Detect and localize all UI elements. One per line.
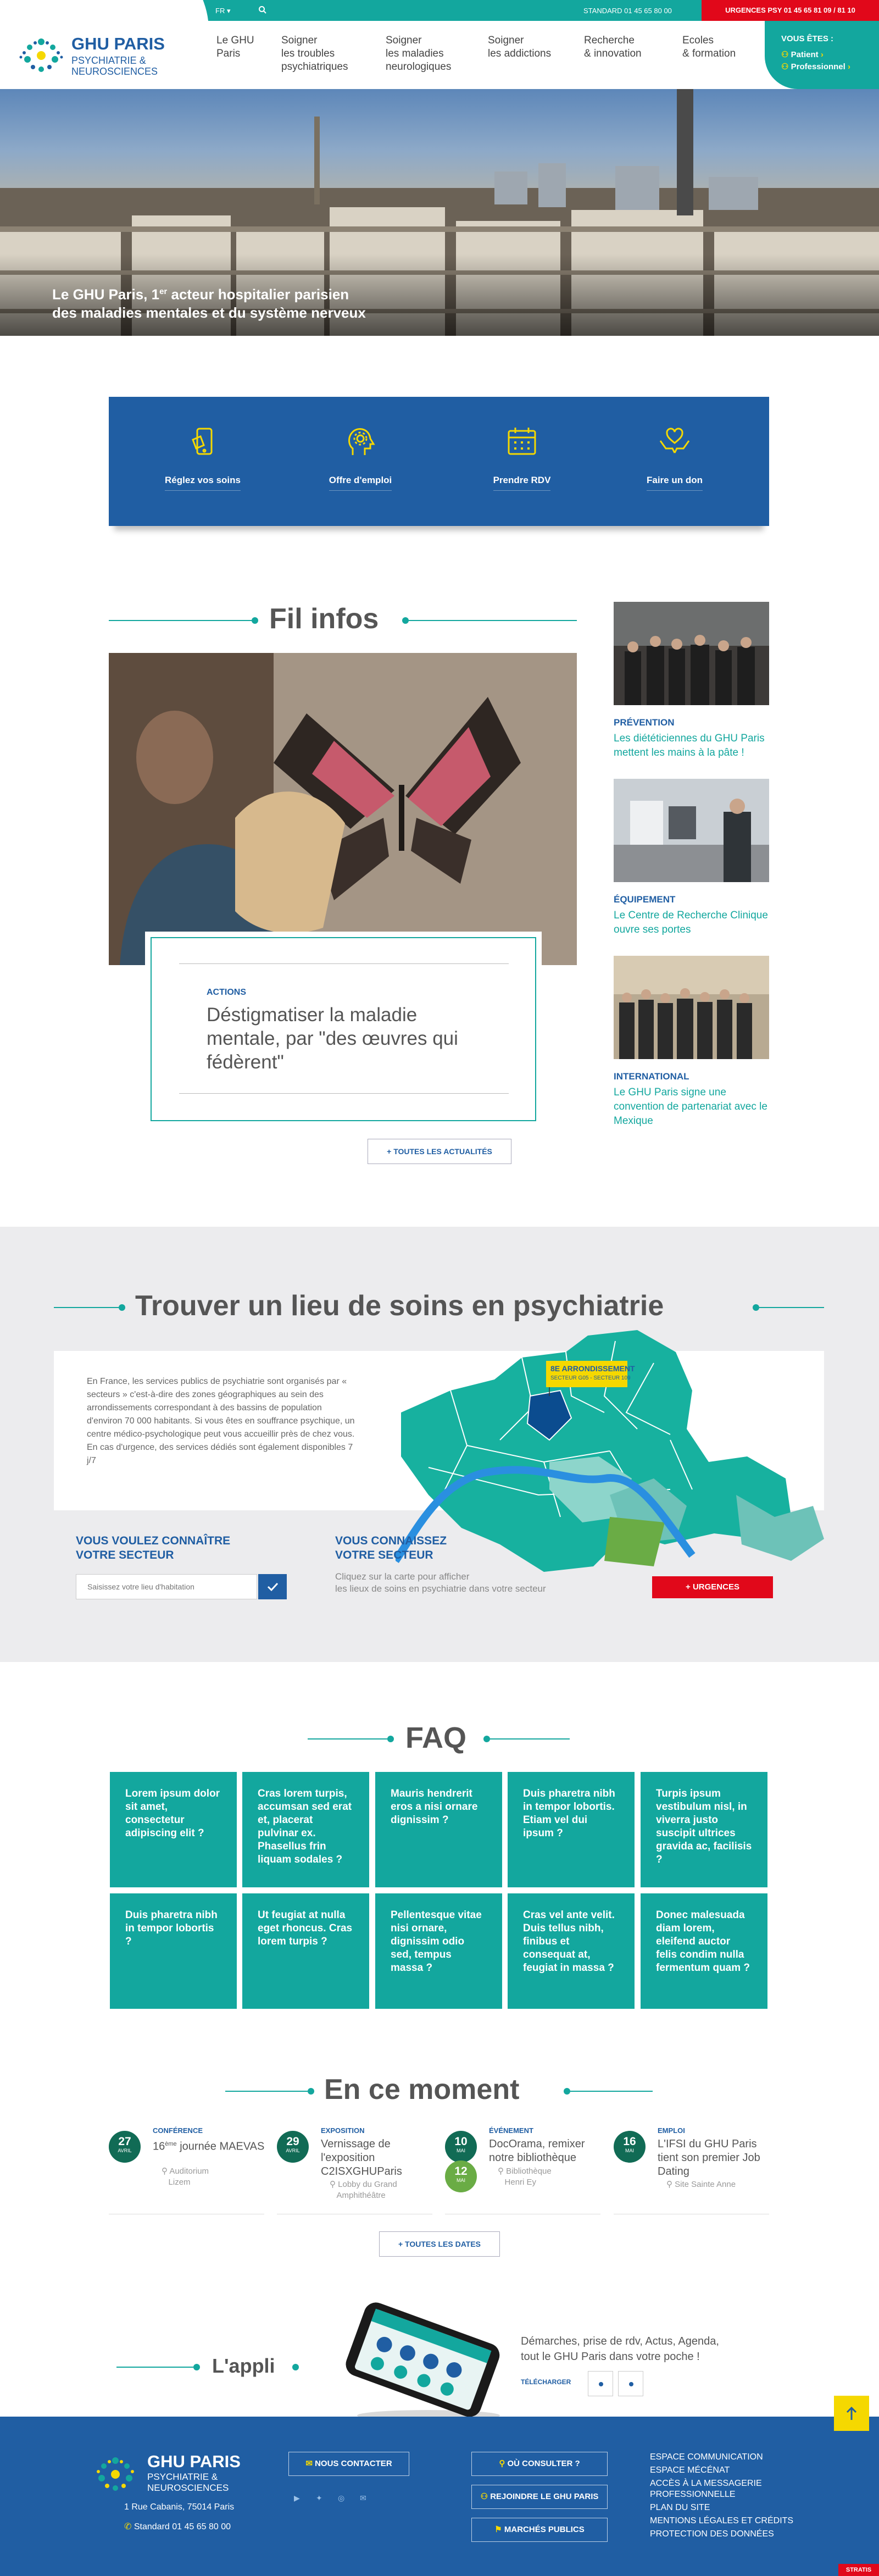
title-line bbox=[570, 2091, 653, 2092]
side-news-category: INTERNATIONAL bbox=[614, 1071, 689, 1082]
event-category: EXPOSITION bbox=[321, 2126, 365, 2135]
nav-item-psychiatric[interactable]: Soigner les troubles psychiatriques bbox=[281, 35, 348, 73]
emergency-button[interactable]: + URGENCES bbox=[652, 1576, 773, 1598]
all-dates-button[interactable]: + TOUTES LES DATES bbox=[379, 2231, 500, 2257]
map-tooltip: 8E ARRONDISSEMENT SECTEUR G05 - SECTEUR 109 bbox=[546, 1361, 627, 1387]
language-selector[interactable]: FR ▾ bbox=[215, 7, 231, 15]
join-ghu-button[interactable]: ⚇ REJOINDRE LE GHU PARIS bbox=[471, 2485, 608, 2509]
visitor-professional-link[interactable]: ⚇ Professionnel › bbox=[781, 62, 850, 71]
where-consult-button[interactable]: ⚲ OÙ CONSULTER ? bbox=[471, 2452, 608, 2476]
main-news-card[interactable] bbox=[151, 937, 536, 1121]
pin-icon: ⚲ bbox=[499, 2459, 508, 2468]
title-line bbox=[308, 1738, 387, 1740]
handshake-icon: ⚑ bbox=[494, 2525, 504, 2534]
footer-logo-subtitle: PSYCHIATRIE & NEUROSCIENCES bbox=[147, 2472, 229, 2493]
butterfly-artwork-image bbox=[109, 653, 577, 965]
google-play-icon bbox=[619, 2372, 644, 2397]
logo-mark-icon bbox=[16, 35, 66, 76]
footer-address: 1 Rue Cabanis, 75014 Paris bbox=[124, 2502, 235, 2512]
known-sector-label: VOUS CONNAISSEZ VOTRE SECTEUR bbox=[335, 1534, 447, 1561]
title-dot bbox=[119, 1304, 125, 1311]
event-date-badge: 27 AVRIL bbox=[109, 2131, 141, 2163]
event-date-badge: 10 MAI bbox=[445, 2131, 477, 2163]
event-location: ⚲ Auditorium Lizem bbox=[162, 2167, 209, 2187]
title-line bbox=[225, 2091, 308, 2092]
nav-item-neurological[interactable]: Soigner les maladies neurologiques bbox=[386, 35, 452, 73]
care-locator-title: Trouver un lieu de soins en psychiatrie bbox=[135, 1290, 664, 1322]
title-line bbox=[54, 1307, 119, 1308]
contact-button[interactable]: ✉ NOUS CONTACTER bbox=[288, 2452, 409, 2476]
title-line bbox=[116, 2367, 193, 2368]
google-play-button[interactable] bbox=[618, 2371, 643, 2396]
title-line bbox=[409, 620, 577, 621]
side-news-text: Les diététiciennes du GHU Paris mettent les mains à la pâte ! bbox=[614, 733, 765, 758]
arrow-up-icon bbox=[834, 2396, 869, 2431]
visitor-patient-link[interactable]: ⚇ Patient › bbox=[781, 50, 824, 59]
visitor-profile-panel bbox=[765, 21, 879, 89]
search-icon[interactable] bbox=[258, 5, 267, 14]
app-download-label: TÉLÉCHARGER bbox=[521, 2378, 571, 2386]
title-dot bbox=[753, 1304, 759, 1311]
faq-item[interactable]: Lorem ipsum dolor sit amet, consectetur adipiscing elit ? bbox=[110, 1772, 237, 1887]
top-bar bbox=[199, 0, 879, 21]
checkmark-icon bbox=[258, 1574, 287, 1599]
pin-icon: ⚲ bbox=[162, 2167, 170, 2176]
footer-link[interactable]: ESPACE MÉCÉNAT bbox=[650, 2466, 730, 2475]
visitor-title: VOUS ÊTES : bbox=[781, 34, 834, 43]
instagram-icon[interactable]: ◎ bbox=[338, 2494, 345, 2502]
event-category: ÉVÉNEMENT bbox=[489, 2126, 533, 2135]
group-photo-image bbox=[614, 602, 769, 705]
event-category: CONFÉRENCE bbox=[153, 2126, 203, 2135]
title-dot bbox=[308, 2088, 314, 2095]
event-date-badge: 29 AVRIL bbox=[277, 2131, 309, 2163]
nav-item-addictions[interactable]: Soigner les addictions bbox=[488, 35, 552, 59]
hero-banner bbox=[0, 89, 879, 336]
faq-item[interactable]: Duis pharetra nibh in tempor lobortis ? bbox=[110, 1893, 237, 2009]
phone-icon: ✆ bbox=[124, 2522, 134, 2531]
head-gears-icon bbox=[343, 424, 378, 459]
side-news-category: PRÉVENTION bbox=[614, 717, 675, 728]
title-dot bbox=[387, 1736, 394, 1742]
newsletter-icon[interactable]: ✉ bbox=[360, 2494, 366, 2502]
hands-heart-icon bbox=[657, 424, 692, 459]
event-item[interactable] bbox=[445, 2126, 600, 2214]
main-news-title: Déstigmatiser la maladie mentale, par "des œuvres qui fédèrent" bbox=[207, 1004, 458, 1073]
find-sector-label: VOUS VOULEZ CONNAÎTRE VOTRE SECTEUR bbox=[76, 1534, 231, 1561]
title-dot bbox=[292, 2364, 299, 2370]
public-markets-button[interactable]: ⚑ MARCHÉS PUBLICS bbox=[471, 2518, 608, 2542]
sector-search-submit[interactable] bbox=[258, 1574, 287, 1599]
faq-title: FAQ bbox=[405, 1721, 467, 1754]
side-news-text: Le Centre de Recherche Clinique ouvre ses portes bbox=[614, 910, 768, 935]
event-title: DocOrama, remixer notre bibliothèque bbox=[489, 2138, 585, 2164]
pin-icon: ⚲ bbox=[330, 2180, 338, 2189]
faq-item[interactable]: Duis pharetra nibh in tempor lobortis. Etiam vel dui ipsum ? bbox=[508, 1772, 635, 1887]
title-line bbox=[759, 1307, 824, 1308]
footer-link[interactable]: PROTECTION DES DONNÉES bbox=[650, 2529, 774, 2539]
agency-credit[interactable]: STRATIS bbox=[838, 2564, 879, 2576]
faq-item[interactable]: Pellentesque vitae nisi ornare, dignissim odio sed, tempus massa ? bbox=[375, 1893, 502, 2009]
nav-item-research[interactable]: Recherche & innovation bbox=[584, 35, 642, 59]
side-news-category: ÉQUIPEMENT bbox=[614, 894, 676, 905]
nav-item-schools[interactable]: Ecoles & formation bbox=[682, 35, 736, 59]
all-news-button[interactable]: + TOUTES LES ACTUALITÉS bbox=[368, 1139, 511, 1164]
side-news-item[interactable] bbox=[614, 602, 769, 760]
event-title: L'IFSI du GHU Paris tient son premier Job Dating bbox=[658, 2138, 760, 2178]
main-news-image[interactable] bbox=[109, 653, 577, 965]
side-news-item[interactable] bbox=[614, 956, 769, 1128]
site-footer bbox=[0, 2417, 879, 2576]
nav-item-ghu-paris[interactable]: Le GHU Paris bbox=[216, 35, 254, 59]
title-line bbox=[490, 1738, 570, 1740]
event-date-badge: 16 MAI bbox=[614, 2131, 646, 2163]
faq-item[interactable]: Donec malesuada diam lorem, eleifend auctor felis condim nulla fermentum quam ? bbox=[641, 1893, 767, 2009]
moment-title: En ce moment bbox=[324, 2074, 520, 2106]
hero-caption: Le GHU Paris, 1er acteur hospitalier parisien des maladies mentales et du système nerveux bbox=[52, 286, 366, 321]
app-store-button[interactable] bbox=[588, 2371, 613, 2396]
footer-link[interactable]: ACCÈS À LA MESSAGERIE PROFESSIONNELLE bbox=[650, 2479, 762, 2499]
social-links bbox=[294, 2494, 387, 2505]
event-item[interactable] bbox=[109, 2126, 264, 2214]
title-dot bbox=[564, 2088, 570, 2095]
phone-card-icon bbox=[185, 424, 220, 459]
event-item[interactable] bbox=[277, 2126, 432, 2214]
title-dot bbox=[483, 1736, 490, 1742]
event-title: Vernissage de l'exposition C2ISXGHUParis bbox=[321, 2138, 402, 2178]
youtube-icon[interactable]: ▶ bbox=[294, 2494, 300, 2502]
footer-phone[interactable]: ✆ Standard 01 45 65 80 00 bbox=[124, 2522, 231, 2531]
people-icon: ⚇ bbox=[480, 2492, 491, 2501]
sector-search-input[interactable] bbox=[76, 1574, 257, 1599]
event-end-date-badge: 12 MAI bbox=[445, 2160, 477, 2192]
care-info-paragraph: En France, les services publics de psychiatrie sont organisés par « secteurs » c'est-à-dire des zones géographiques au sein des arrondissements correspondant à des bassins de population d'environ 70 000 habitants. Si vous êtes en souffrance psychique, un centre médico-psychologique peut vous accueillir près de chez vous. En cas d'urgence, des services dédiés sont également disponibles 7 j/7 bbox=[87, 1377, 355, 1465]
mail-icon: ✉ bbox=[305, 2459, 315, 2468]
quick-job-offer[interactable]: Offre d'emploi bbox=[305, 424, 415, 491]
app-title: L'appli bbox=[212, 2355, 275, 2377]
side-news-item[interactable] bbox=[614, 779, 769, 937]
back-to-top-button[interactable] bbox=[834, 2396, 869, 2431]
calendar-icon bbox=[504, 424, 539, 459]
logo-title: GHU PARIS bbox=[71, 34, 165, 53]
quick-donate[interactable]: Faire un don bbox=[620, 424, 730, 491]
footer-link[interactable]: PLAN DU SITE bbox=[650, 2503, 710, 2512]
quick-pay-care[interactable]: Réglez vos soins bbox=[148, 424, 258, 491]
faq-item[interactable]: Turpis ipsum vestibulum nisl, in viverra justo suscipit ultrices gravida ac, facilisis ? bbox=[641, 1772, 767, 1887]
event-category: EMPLOI bbox=[658, 2126, 685, 2135]
phone-app-image bbox=[324, 2297, 511, 2424]
logo-subtitle: PSYCHIATRIE & NEUROSCIENCES bbox=[71, 55, 158, 77]
standard-phone[interactable]: STANDARD 01 45 65 80 00 bbox=[583, 7, 672, 15]
faq-item[interactable]: Ut feugiat at nulla eget rhoncus. Cras lorem turpis ? bbox=[242, 1893, 369, 2009]
footer-link[interactable]: ESPACE COMMUNICATION bbox=[650, 2452, 763, 2462]
title-line bbox=[109, 620, 252, 621]
main-news-category: ACTIONS bbox=[207, 988, 246, 997]
emergency-phone-link[interactable]: URGENCES PSY 01 45 65 81 09 / 81 10 bbox=[702, 0, 879, 21]
side-news-text: Le GHU Paris signe une convention de partenariat avec le Mexique bbox=[614, 1087, 767, 1127]
quick-appointment[interactable]: Prendre RDV bbox=[467, 424, 577, 491]
title-dot bbox=[193, 2364, 200, 2370]
footer-link[interactable]: MENTIONS LÉGALES ET CRÉDITS bbox=[650, 2516, 794, 2525]
pin-icon: ⚲ bbox=[666, 2180, 675, 2189]
title-dot bbox=[402, 617, 409, 624]
event-item[interactable] bbox=[614, 2126, 769, 2214]
apple-icon bbox=[588, 2372, 614, 2397]
event-location: ⚲ Lobby du Grand Amphithéâtre bbox=[330, 2180, 397, 2200]
faq-item[interactable]: Cras lorem turpis, accumsan sed erat et, placerat pulvinar ex. Phasellus frin liquam sodales ? bbox=[242, 1772, 369, 1887]
quick-access-panel bbox=[109, 397, 769, 526]
footer-logo-mark-icon bbox=[91, 2454, 140, 2495]
footer-logo-title: GHU PARIS bbox=[147, 2452, 241, 2471]
event-title: 16ème journée MAEVAS bbox=[153, 2140, 265, 2153]
person-icon: ⚇ bbox=[781, 50, 791, 59]
pin-icon: ⚲ bbox=[498, 2167, 507, 2176]
faq-item[interactable]: Mauris hendrerit eros a nisi ornare dignissim ? bbox=[375, 1772, 502, 1887]
event-location: ⚲ Site Sainte Anne bbox=[666, 2180, 736, 2189]
person-icon: ⚇ bbox=[781, 62, 791, 71]
event-location: ⚲ Bibliothèque Henri Ey bbox=[498, 2167, 552, 2187]
faq-item[interactable]: Cras vel ante velit. Duis tellus nibh, finibus et consequat at, feugiat in massa ? bbox=[508, 1893, 635, 2009]
app-description: Démarches, prise de rdv, Actus, Agenda, tout le GHU Paris dans votre poche ! bbox=[521, 2335, 719, 2363]
lab-photo-image bbox=[614, 779, 769, 882]
known-sector-help: Cliquez sur la carte pour afficher les lieux de soins en psychiatrie dans votre secteur bbox=[335, 1571, 546, 1594]
fil-infos-title: Fil infos bbox=[269, 603, 379, 635]
twitter-icon[interactable]: ✦ bbox=[316, 2494, 322, 2502]
title-dot bbox=[252, 617, 258, 624]
delegation-photo-image bbox=[614, 956, 769, 1059]
